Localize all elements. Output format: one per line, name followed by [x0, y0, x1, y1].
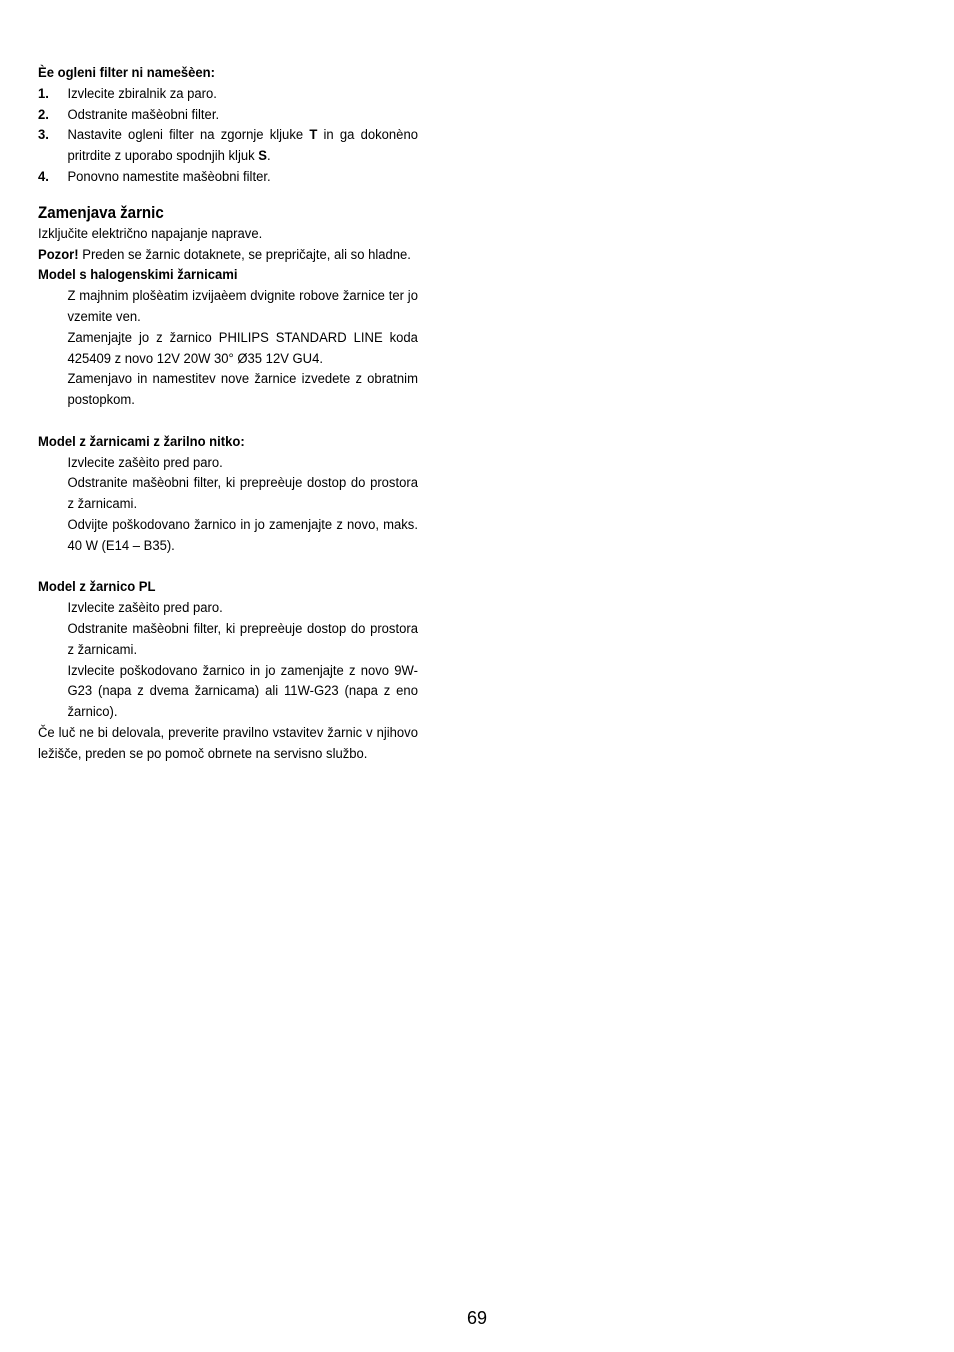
filament-item: Odvijte poškodovano žarnico in jo zamenjajte z novo, maks. 40 W (E14 – B35). — [67, 516, 418, 554]
step-4 — [38, 167, 418, 188]
step-number: 3. — [38, 127, 49, 144]
section-title-filter: Èe ogleni filter ni namešèen: — [38, 65, 215, 81]
step-text: Izvlecite zbiralnik za paro. — [67, 85, 217, 102]
subsection-title-filament: Model z žarnicami z žarilno nitko: — [38, 433, 245, 450]
halogen-item: Z majhnim plošèatim izvijaèem dvignite robove žarnice ter jo vzemite ven. — [67, 288, 418, 325]
pl-item: Odstranite mašèobni filter, ki prepreèuje dostop do prostora z žarnicami. — [67, 620, 418, 658]
step-3 — [38, 125, 418, 167]
hook-label-t: T — [309, 127, 318, 144]
intro-text: Izključite električno napajanje naprave. — [38, 225, 263, 242]
subsection-title-halogen: Model s halogenskimi žarnicami — [38, 267, 238, 284]
step-text: Odstranite mašèobni filter. — [67, 106, 220, 123]
step-number: 4. — [38, 168, 49, 185]
pl-item: Izvlecite poškodovano žarnico in jo zamenjajte z novo 9W-G23 (napa z dvema žarnicama) ali 11W-G23 (napa z eno žarnico). — [67, 662, 418, 721]
step-text: Nastavite ogleni filter na zgornje kljuke — [67, 127, 310, 144]
step-text: in ga dokonèno pritrdite z uporabo spodnjih kljuk — [67, 127, 418, 165]
warning-text: Preden se žarnic dotaknete, se prepričajte, ali so hladne. — [78, 246, 411, 263]
step-number: 1. — [38, 85, 49, 102]
step-number: 2. — [38, 106, 49, 123]
filament-item: Izvlecite zašèito pred paro. — [67, 454, 223, 471]
hook-label-s: S — [258, 148, 267, 165]
page-number: 69 — [466, 1308, 488, 1328]
step-text: . — [266, 148, 271, 165]
halogen-item: Zamenjajte jo z žarnico PHILIPS STANDARD LINE koda 425409 z novo 12V 20W 30° Ø35 12V GU4. — [67, 329, 418, 367]
closing-text: Če luč ne bi delovala, preverite pravilno vstavitev žarnic v njihovo ležišče, preden se po pomoč obrnete na servisno službo. — [38, 724, 418, 762]
warning — [38, 245, 418, 266]
subsection-title-pl: Model z žarnico PL — [38, 579, 156, 596]
page-content — [38, 63, 418, 765]
pl-item: Izvlecite zašèito pred paro. — [67, 600, 223, 617]
filament-item: Odstranite mašèobni filter, ki prepreèuje dostop do prostora z žarnicami. — [67, 475, 418, 513]
halogen-item: Zamenjavo in namestitev nove žarnice izvedete z obratnim postopkom. — [67, 371, 418, 409]
step-2 — [38, 105, 418, 126]
step-text: Ponovno namestite mašèobni filter. — [67, 168, 271, 185]
step-1 — [38, 84, 418, 105]
section-title-bulbs: Zamenjava žarnic — [38, 203, 164, 222]
warning-label: Pozor! — [38, 246, 79, 263]
